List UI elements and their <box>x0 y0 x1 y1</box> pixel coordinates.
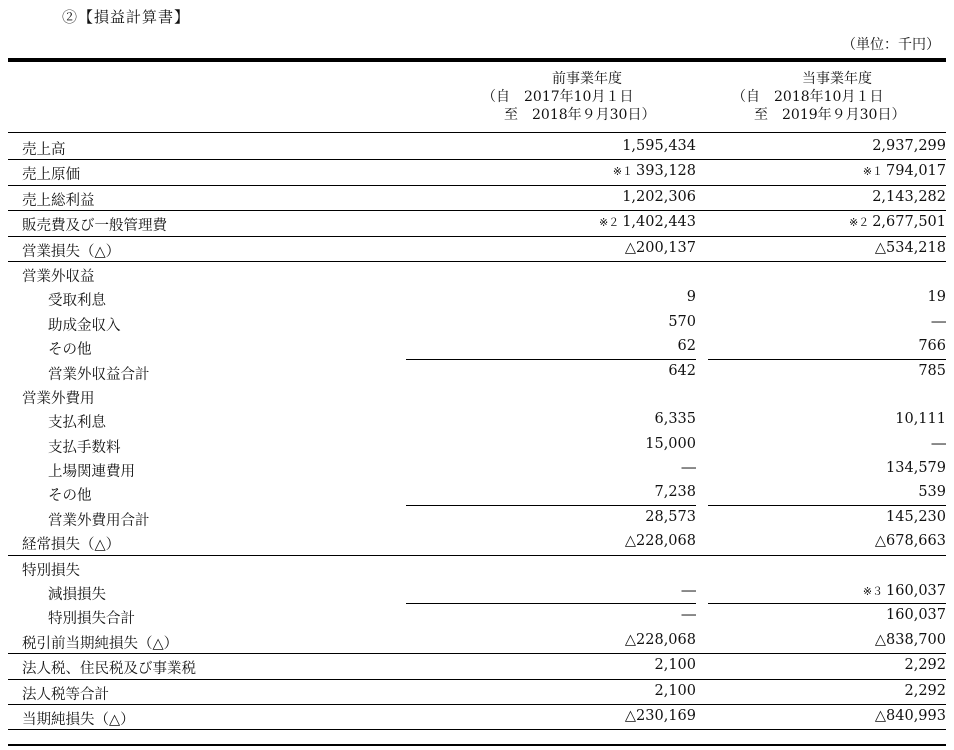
unit-label: （単位：千円） <box>842 37 940 53</box>
value-text: △230,169 <box>624 707 696 724</box>
row-label: その他 <box>48 488 92 505</box>
row-value-curr <box>928 289 946 305</box>
value-text: 642 <box>668 362 696 379</box>
row-label: 減損損失 <box>48 587 106 604</box>
table-row <box>8 654 946 679</box>
row-value-curr <box>918 484 946 500</box>
table-row <box>8 556 946 580</box>
value-text: 785 <box>918 362 946 379</box>
bottom-rule <box>8 744 946 746</box>
row-value-curr <box>886 509 946 525</box>
row-value-prev <box>625 533 696 549</box>
header-rule <box>8 132 946 133</box>
footnote-mark: ※２ <box>848 216 870 230</box>
footnote-mark: ※１ <box>862 165 884 179</box>
row-label: 支払利息 <box>48 415 106 432</box>
value-text: △228,068 <box>624 631 696 648</box>
row-label: 上場関連費用 <box>48 464 135 481</box>
footnote-mark: ※１ <box>612 165 634 179</box>
row-value-curr <box>918 338 946 354</box>
value-text: 539 <box>918 484 946 501</box>
row-label: 経常損失（△） <box>22 537 121 554</box>
value-text: 10,111 <box>895 411 946 428</box>
table-row <box>8 705 946 730</box>
table-row <box>8 286 946 310</box>
row-label: 助成金収入 <box>48 317 121 334</box>
row-value-curr <box>918 363 946 379</box>
value-text: 570 <box>668 313 696 330</box>
table-row <box>8 237 946 262</box>
row-value-curr <box>875 708 946 724</box>
header-prev-label: 前事業年度 <box>552 71 622 87</box>
row-label: その他 <box>48 342 92 359</box>
income-statement-table <box>8 135 946 730</box>
footnote-mark: ※３ <box>862 585 884 599</box>
table-row <box>8 186 946 211</box>
value-text: 2,292 <box>904 657 946 674</box>
value-text: 2,100 <box>654 682 696 699</box>
row-value-prev <box>654 411 696 427</box>
value-text: ― <box>681 607 696 624</box>
value-text: 62 <box>677 338 696 355</box>
header-prev-to: 至 2018年９月30日） <box>504 107 656 123</box>
row-value-curr <box>875 632 946 648</box>
row-label: 受取利息 <box>48 293 106 310</box>
row-value-prev <box>625 240 696 256</box>
row-value-curr <box>875 533 946 549</box>
row-value-prev <box>654 657 696 673</box>
table-row <box>8 211 946 236</box>
row-value-prev <box>599 214 696 230</box>
value-text: 6,335 <box>654 411 696 428</box>
value-text: ― <box>681 583 696 600</box>
row-label: 営業外費用合計 <box>48 512 150 529</box>
row-label: 当期純損失（△） <box>22 711 135 728</box>
header-curr-label: 当事業年度 <box>802 71 872 87</box>
table-row <box>8 408 946 432</box>
value-text: 1,402,443 <box>622 214 696 231</box>
row-label: 特別損失合計 <box>48 611 135 628</box>
value-text: 9 <box>686 289 696 306</box>
value-text: 393,128 <box>636 163 696 180</box>
row-label: 支払手数料 <box>48 439 121 456</box>
row-value-curr <box>872 189 946 205</box>
table-row <box>8 680 946 705</box>
row-value-curr <box>886 607 946 623</box>
value-text: △838,700 <box>874 631 946 648</box>
value-text: 160,037 <box>886 583 946 600</box>
row-value-prev <box>682 460 697 476</box>
table-row <box>8 433 946 457</box>
statement-title: ②【損益計算書】 <box>62 8 191 26</box>
value-text: 160,037 <box>886 607 946 624</box>
row-label: 特別損失 <box>22 562 80 579</box>
row-value-curr <box>895 411 946 427</box>
table-row <box>8 506 946 530</box>
row-value-curr <box>932 314 947 330</box>
row-value-prev <box>668 314 696 330</box>
header-prev-period <box>482 70 692 124</box>
row-label: 営業外収益 <box>22 268 95 285</box>
row-value-prev <box>625 632 696 648</box>
table-row <box>8 360 946 384</box>
row-label: 営業外収益合計 <box>48 366 150 383</box>
value-text: 145,230 <box>886 508 946 525</box>
value-text: ― <box>931 435 946 452</box>
row-value-prev <box>682 607 697 623</box>
row-value-curr <box>872 138 946 154</box>
row-value-curr <box>863 163 946 179</box>
value-text: 134,579 <box>886 460 946 477</box>
value-text: 19 <box>927 289 946 306</box>
value-text: 2,143,282 <box>872 188 946 205</box>
value-text: 766 <box>918 338 946 355</box>
row-value-curr <box>932 436 947 452</box>
row-value-curr <box>886 460 946 476</box>
table-row <box>8 580 946 604</box>
value-text: 794,017 <box>886 163 946 180</box>
value-text: 2,937,299 <box>872 138 946 154</box>
row-value-curr <box>904 657 946 673</box>
table-row <box>8 481 946 505</box>
table-row <box>8 629 946 654</box>
value-text: △200,137 <box>624 239 696 256</box>
row-value-prev <box>654 683 696 699</box>
row-label: 法人税等合計 <box>22 686 109 703</box>
header-curr-from: （自 2018年10月１日 <box>732 89 884 105</box>
row-value-prev <box>625 708 696 724</box>
value-text: △534,218 <box>874 239 946 256</box>
row-value-curr <box>875 240 946 256</box>
header-curr-period <box>732 70 942 124</box>
value-text: 2,677,501 <box>872 214 946 231</box>
table-row <box>8 160 946 185</box>
footnote-mark: ※２ <box>598 216 620 230</box>
table-row <box>8 457 946 481</box>
row-value-prev <box>687 289 696 305</box>
row-label: 売上原価 <box>22 167 80 184</box>
value-text: △228,068 <box>624 533 696 550</box>
row-value-prev <box>668 363 696 379</box>
row-label: 税引前当期純損失（△） <box>22 635 179 652</box>
table-row <box>8 135 946 160</box>
header-prev-from: （自 2017年10月１日 <box>482 89 634 105</box>
value-text: 1,595,434 <box>622 138 696 154</box>
row-value-prev <box>622 189 696 205</box>
table-row <box>8 604 946 628</box>
table-row <box>8 530 946 555</box>
header-curr-to: 至 2019年９月30日） <box>754 107 906 123</box>
row-label: 営業外費用 <box>22 390 95 407</box>
value-text: ― <box>931 313 946 330</box>
value-text: 2,100 <box>654 657 696 674</box>
row-label: 売上高 <box>22 142 66 158</box>
row-value-prev <box>613 163 696 179</box>
row-value-prev <box>645 436 696 452</box>
table-row <box>8 262 946 286</box>
value-text: △840,993 <box>874 707 946 724</box>
row-value-curr <box>904 683 946 699</box>
row-label: 営業損失（△） <box>22 243 121 260</box>
row-value-curr <box>849 214 946 230</box>
value-text: ― <box>681 460 696 477</box>
row-label: 法人税、住民税及び事業税 <box>22 661 196 678</box>
value-text: 15,000 <box>645 435 696 452</box>
value-text: 7,238 <box>654 484 696 501</box>
row-value-curr <box>863 583 946 599</box>
value-text: △678,663 <box>874 533 946 550</box>
value-text: 1,202,306 <box>622 188 696 205</box>
row-label: 販売費及び一般管理費 <box>22 218 167 235</box>
table-row <box>8 335 946 359</box>
top-rule <box>8 58 946 62</box>
row-value-prev <box>678 338 696 354</box>
table-row <box>8 311 946 335</box>
row-value-prev <box>682 583 697 599</box>
value-text: 2,292 <box>904 682 946 699</box>
row-value-prev <box>645 509 696 525</box>
row-label: 売上総利益 <box>22 192 95 209</box>
value-text: 28,573 <box>645 508 696 525</box>
row-value-prev <box>622 138 696 154</box>
table-row <box>8 384 946 408</box>
row-value-prev <box>654 484 696 500</box>
